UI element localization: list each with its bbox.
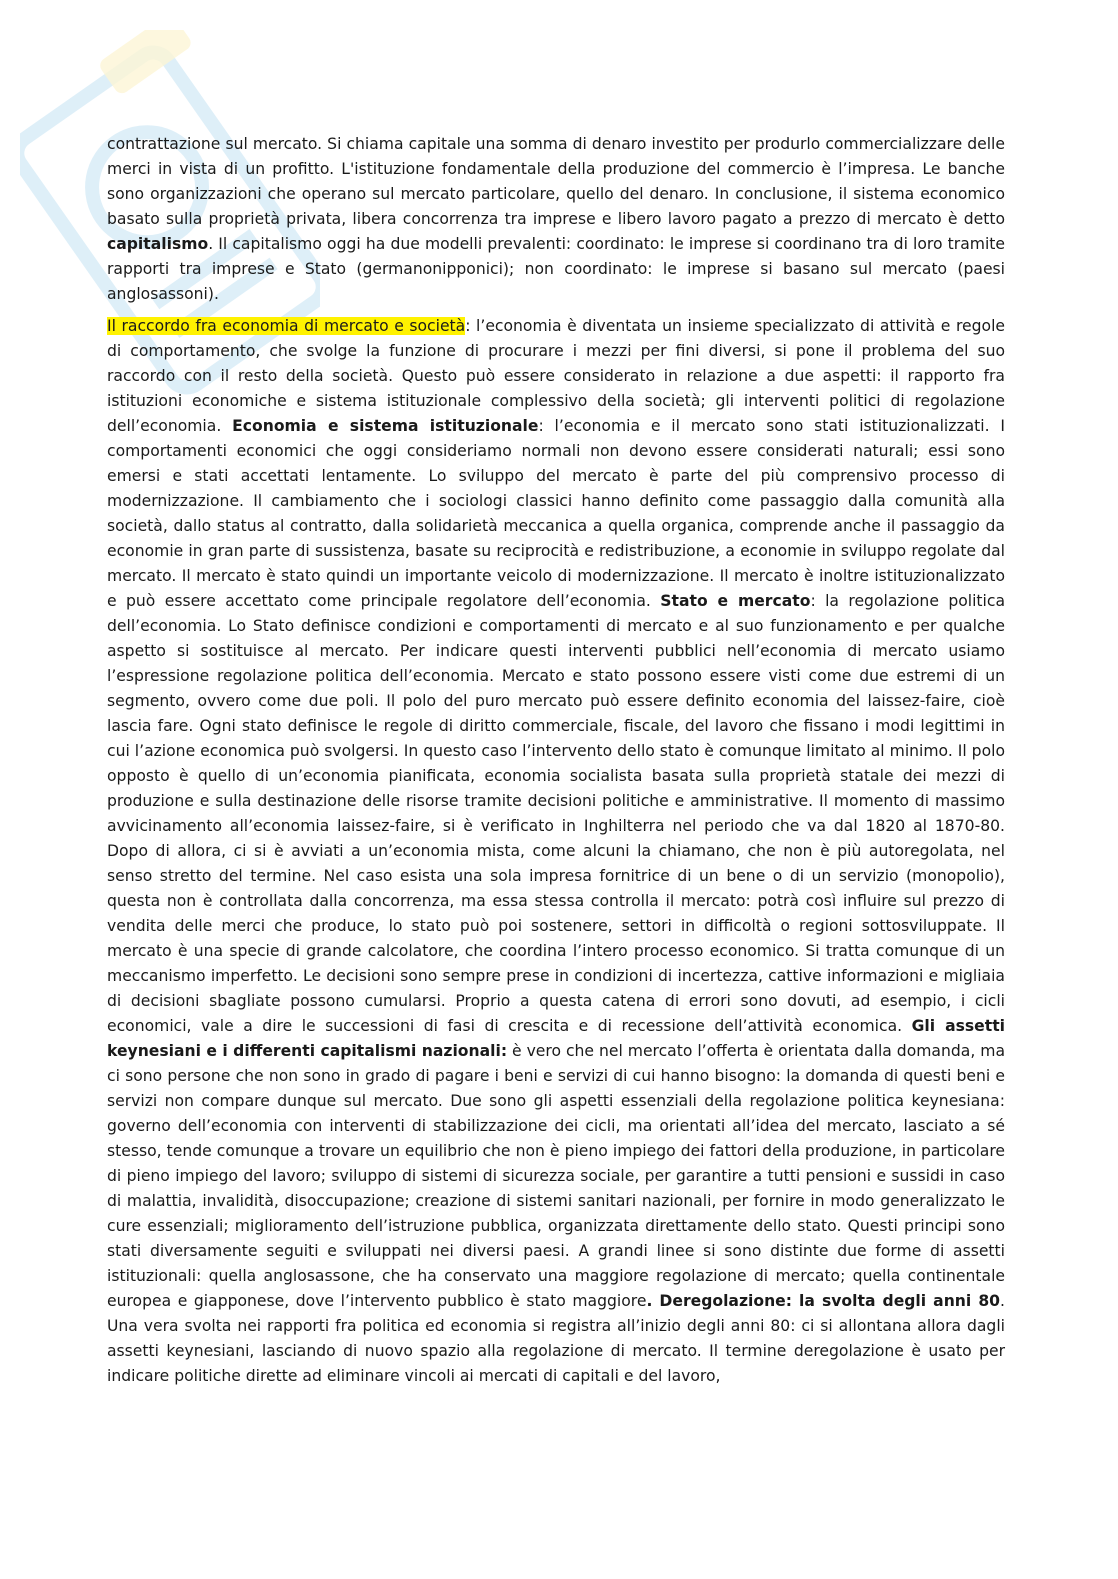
term-capitalismo: capitalismo — [107, 235, 209, 253]
heading-assetti-keynesiani: Gli assetti keynesiani e i differenti capitalismi nazionali: — [107, 1017, 1005, 1060]
paragraph-2-text-5: . Una vera svolta nei rapporti fra politica ed economia si registra all’inizio degli anni 80: ci si allontana allora dagli assetti keynesiani, lasciando di nuovo spazio alla regolazione di mercato. Il termine deregolazione è usato per indicare politiche dirette ad eliminare vincoli ai mercati di capitali e del lavoro, — [107, 1292, 1005, 1385]
paragraph-2-text-3: : la regolazione politica dell’economia. Lo Stato definisce condizioni e comportamenti di mercato e al suo funzionamento e per qualche aspetto si sostituisce al mercato. Per indicare questi interventi pubblici nell’economia di mercato usiamo l’espressione regolazione politica dell’economia. Mercato e stato possono essere visti come due estremi di un segmento, ovvero come due poli. Il polo del puro mercato può essere definito economia del laissez-faire, cioè lascia fare. Ogni stato definisce le regole di diritto commerciale, fiscale, del lavoro che fissano i modi legittimi in cui l’azione economica può svolgersi. In questo caso l’intervento dello stato è comunque limitato al minimo. Il polo opposto è quello di un’economia pianificata, economia socialista basata sulla proprietà statale dei mezzi di produzione e sulla destinazione delle risorse tramite decisioni politiche e amministrative. Il momento di massimo avvicinamento all’economia laissez-faire, si è verificato in Inghilterra nel periodo che va dal 1820 al 1870-80. Dopo di allora, ci si è avviati a un’economia mista, come alcuni la chiamano, che non è più autoregolata, nel senso stretto del termine. Nel caso esista una sola impresa fornitrice di un bene o di un servizio (monopolio), questa non è controllata dalla concorrenza, ma essa stessa controlla il mercato: potrà così influire sul prezzo di vendita delle merci che produce, lo stato può poi sostenere, settori in difficoltà o regioni sottosviluppate. Il mercato è una specie di grande calcolatore, che coordina l’intero processo economico. Si tratta comunque di un meccanismo imperfetto. Le decisioni sono sempre prese in condizioni di incertezza, cattive informazioni e migliaia di decisioni sbagliate possono cumularsi. Proprio a questa catena di errori sono dovuti, ad esempio, i cicli economici, vale a dire le successioni di fasi di crescita e di recessione dell’attività economica. — [107, 592, 1005, 1035]
paragraph-1-text-1: contrattazione sul mercato. Si chiama capitale una somma di denaro investito per produrlo commercializzare delle merci in vista di un profitto. L'istituzione fondamentale della produzione del commercio è l’impresa. Le banche sono organizzazioni che operano sul mercato particolare, quello del denaro. In conclusione, il sistema economico basato sulla proprietà privata, libera concorrenza tra imprese e libero lavoro pagato a prezzo di mercato è detto — [107, 135, 1005, 228]
paragraph-1-text-2: . Il capitalismo oggi ha due modelli prevalenti: coordinato: le imprese si coordinano tra di loro tramite rapporti tra imprese e Stato (germanonipponici); non coordinato: le imprese si basano sul mercato (paesi anglosassoni). — [107, 235, 1005, 303]
heading-economia-sistema-istituzionale: Economia e sistema istituzionale — [232, 417, 539, 435]
paragraph-2-text-2: : l’economia e il mercato sono stati istituzionalizzati. I comportamenti economici che oggi consideriamo normali non devono essere considerati naturali; essi sono emersi e stati accettati lentamente. Lo sviluppo del mercato è parte del più comprensivo processo di modernizzazione. Il cambiamento che i sociologi classici hanno definito come passaggio dalla comunità alla società, dallo status al contratto, dalla solidarietà meccanica a quella organica, comprende anche il passaggio da economie in gran parte di sussistenza, basate su reciprocità e redistribuzione, a economie in sviluppo regolate dal mercato. Il mercato è stato quindi un importante veicolo di modernizzazione. Il mercato è inoltre istituzionalizzato e può essere accettato come principale regolatore dell’economia. — [107, 417, 1006, 610]
document-body — [107, 132, 1005, 1389]
paragraph-raccordo — [107, 314, 1005, 1389]
heading-deregolazione: . Deregolazione: la svolta degli anni 80 — [646, 1292, 1001, 1310]
paragraph-2-text-4: è vero che nel mercato l’offerta è orientata dalla domanda, ma ci sono persone che non sono in grado di pagare i beni e servizi di cui hanno bisogno: la domanda di questi beni e servizi non compare dunque sul mercato. Due sono gli aspetti essenziali della regolazione politica keynesiana: governo dell’economia con interventi di stabilizzazione dei cicli, ma orientati all’idea del mercato, lasciato a sé stesso, tende comunque a trovare un equilibrio che non è pieno impiego dei fattori della produzione, in particolare di pieno impiego del lavoro; sviluppo di sistemi di sicurezza sociale, per garantire a tutti pensioni e sussidi in caso di malattia, invalidità, disoccupazione; creazione di sistemi sanitari nazionali, per fornire in modo generalizzato le cure essenziali; miglioramento dell’istruzione pubblica, organizzata direttamente dello stato. Questi principi sono stati diversamente seguiti e sviluppati nei diversi paesi. A grandi linee si sono distinte due forme di assetti istituzionali: quella anglosassone, che ha conservato una maggiore regolazione di mercato; quella continentale europea e giapponese, dove l’intervento pubblico è stato maggiore — [107, 1042, 1005, 1310]
heading-stato-mercato: Stato e mercato — [660, 592, 811, 610]
paragraph-2-text-1: : l’economia è diventata un insieme specializzato di attività e regole di comportamento, che svolge la funzione di procurare i mezzi per fini diversi, si pone il problema del suo raccordo con il resto della società. Questo può essere considerato in relazione a due aspetti: il rapporto fra istituzioni economiche e sistema istituzionale complessivo della società; gli interventi politici di regolazione dell’economia. — [107, 317, 1005, 435]
paragraph-capitalismo — [107, 132, 1005, 307]
highlighted-heading: Il raccordo fra economia di mercato e società — [107, 317, 466, 335]
